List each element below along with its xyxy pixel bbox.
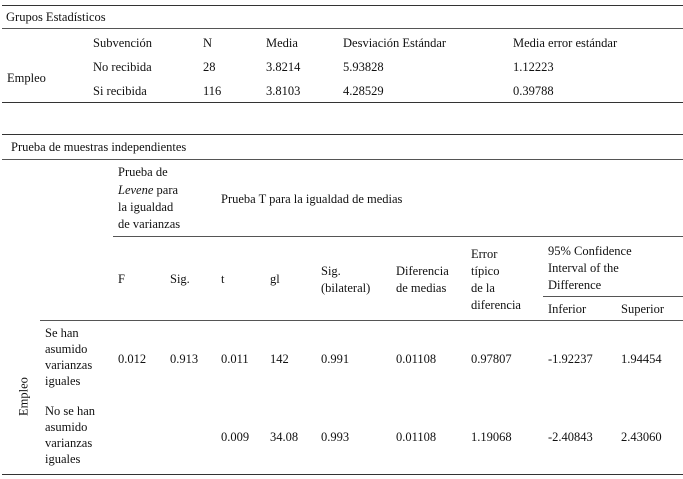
levene-rest: para xyxy=(153,183,179,197)
row2-label-line2: asumido xyxy=(45,420,88,434)
row1-label-line2: asumido xyxy=(45,342,88,356)
table1-cell: Si recibida xyxy=(93,84,147,98)
row2-diferencia: 0.01108 xyxy=(396,430,437,444)
ttest-header: Prueba T para la igualdad de medias xyxy=(221,192,403,206)
table1-cell: 0.39788 xyxy=(513,84,554,98)
levene-header-line3: la igualdad xyxy=(118,200,174,214)
table1-top-border xyxy=(2,5,683,6)
table1-bottom-border xyxy=(2,102,683,103)
table1-cell: No recibida xyxy=(93,60,152,74)
row2-superior: 2.43060 xyxy=(621,430,662,444)
row1-diferencia: 0.01108 xyxy=(396,352,437,366)
row1-sig-bilateral: 0.991 xyxy=(321,352,350,366)
table1-cell: 3.8214 xyxy=(266,60,301,74)
table1-header-n: N xyxy=(203,36,213,50)
table1-header-media: Media xyxy=(266,36,298,50)
table1-header-subvencion: Subvención xyxy=(93,36,153,50)
row2-label-line3: varianzas xyxy=(45,436,93,450)
row2-gl: 34.08 xyxy=(270,430,299,444)
levene-header-line1: Prueba de xyxy=(118,165,168,179)
table2-title-divider xyxy=(2,159,683,160)
row1-label-line4: iguales xyxy=(45,374,81,388)
table1-cell: 116 xyxy=(203,84,222,98)
table1-cell: 4.28529 xyxy=(343,84,384,98)
row1-gl: 142 xyxy=(270,352,289,366)
ci-header-2: Interval of the xyxy=(548,261,619,275)
header-bottom-divider xyxy=(40,320,683,321)
table1-cell: 1.12223 xyxy=(513,60,554,74)
table1-title-divider xyxy=(2,28,683,29)
table2-title: Prueba de muestras independientes xyxy=(11,140,187,154)
col-f-header: F xyxy=(118,272,125,286)
col-diferencia-header-1: Diferencia xyxy=(396,264,449,278)
row1-inferior: -1.92237 xyxy=(548,352,593,366)
row1-t: 0.011 xyxy=(221,352,249,366)
col-error-header-3: de la xyxy=(471,281,495,295)
table2-top-border xyxy=(2,134,683,135)
table1-cell: 3.8103 xyxy=(266,84,301,98)
row2-inferior: -2.40843 xyxy=(548,430,593,444)
col-sig-header: Sig. xyxy=(170,272,190,286)
row1-error: 0.97807 xyxy=(471,352,512,366)
levene-header-line2 xyxy=(118,183,178,198)
table2-bottom-border xyxy=(2,474,683,475)
table1-header-media-error: Media error estándar xyxy=(513,36,618,50)
levene-italic: Levene xyxy=(118,183,154,197)
col-error-header-4: diferencia xyxy=(471,298,521,312)
row1-label-line1: Se han xyxy=(45,326,79,340)
col-error-header-1: Error xyxy=(471,247,498,261)
table1-row-label: Empleo xyxy=(7,71,46,85)
table2-row-label: Empleo xyxy=(16,377,31,416)
row1-superior: 1.94454 xyxy=(621,352,662,366)
col-sig-bilateral-header-2: (bilateral) xyxy=(321,281,371,295)
row1-f: 0.012 xyxy=(118,352,147,366)
levene-header-line4: de varianzas xyxy=(118,217,181,231)
table1-title: Grupos Estadísticos xyxy=(6,10,106,24)
col-sig-bilateral-header-1: Sig. xyxy=(321,264,341,278)
col-diferencia-header-2: de medias xyxy=(396,281,447,295)
row2-t: 0.009 xyxy=(221,430,250,444)
row1-sig: 0.913 xyxy=(170,352,199,366)
col-inferior-header: Inferior xyxy=(548,302,587,316)
row1-label-line3: varianzas xyxy=(45,358,93,372)
ci-divider xyxy=(543,296,683,297)
table1-cell: 28 xyxy=(203,60,216,74)
col-gl-header: gl xyxy=(270,272,280,286)
ci-header-1: 95% Confidence xyxy=(548,244,632,258)
col-error-header-2: típico xyxy=(471,264,500,278)
row2-label-line1: No se han xyxy=(45,404,95,418)
row2-sig-bilateral: 0.993 xyxy=(321,430,350,444)
table1-header-desviacion: Desviación Estándar xyxy=(343,36,447,50)
row2-label-line4: iguales xyxy=(45,452,81,466)
row2-error: 1.19068 xyxy=(471,430,512,444)
col-t-header: t xyxy=(221,272,225,286)
ci-header-3: Difference xyxy=(548,278,602,292)
table1-cell: 5.93828 xyxy=(343,60,384,74)
col-superior-header: Superior xyxy=(621,302,665,316)
header-group-divider xyxy=(113,236,683,237)
